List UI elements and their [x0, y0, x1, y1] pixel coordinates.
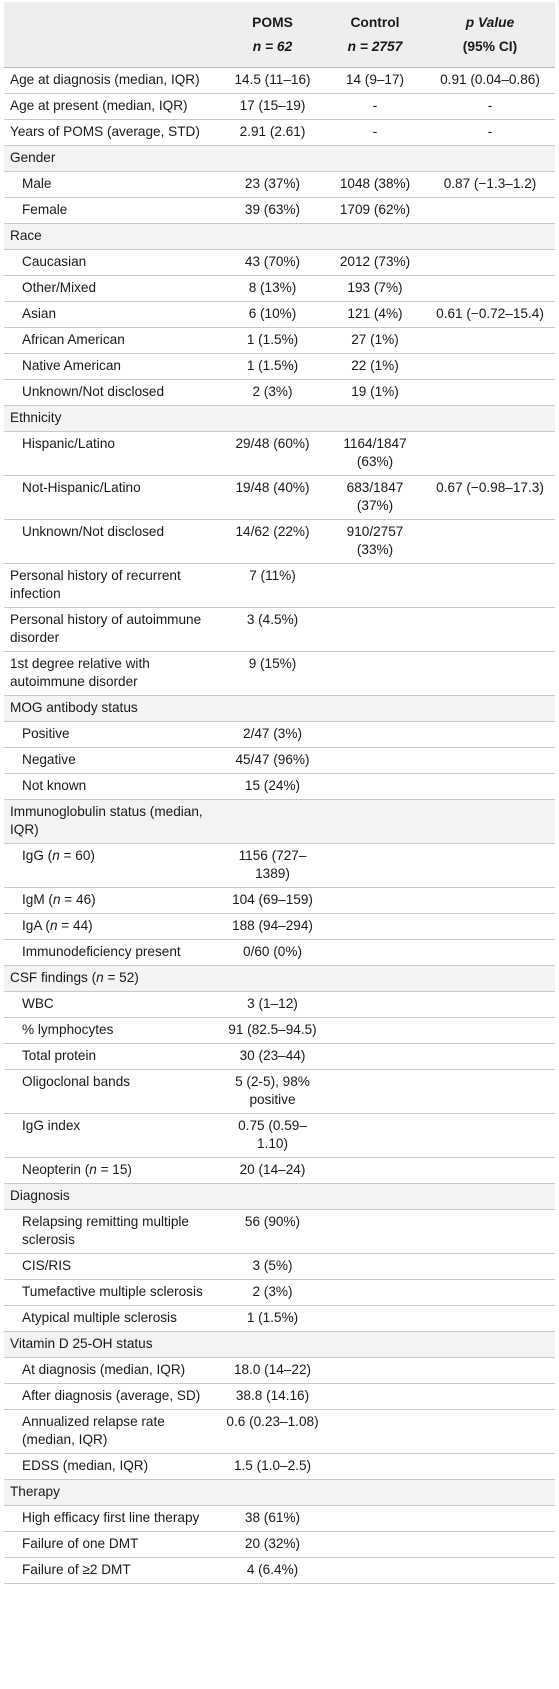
row-label: CSF findings (n = 52)	[4, 966, 220, 992]
cell-p	[425, 1306, 555, 1332]
cell-p	[425, 748, 555, 774]
cell-p: 0.87 (−1.3–1.2)	[425, 172, 555, 198]
cell-poms	[220, 1184, 325, 1210]
row-label: MOG antibody status	[4, 696, 220, 722]
table-row	[4, 774, 555, 800]
cell-poms: 38 (61%)	[220, 1506, 325, 1532]
row-label: WBC	[4, 992, 220, 1018]
cell-control	[325, 1480, 425, 1506]
cell-poms: 38.8 (14.16)	[220, 1384, 325, 1410]
row-label: Caucasian	[4, 250, 220, 276]
cell-control	[325, 1254, 425, 1280]
table-section-row	[4, 224, 555, 250]
cell-p	[425, 1532, 555, 1558]
table-row	[4, 1506, 555, 1532]
cell-poms: 5 (2-5), 98% positive	[220, 1070, 325, 1114]
cell-control	[325, 1506, 425, 1532]
cell-p	[425, 1480, 555, 1506]
cell-poms: 43 (70%)	[220, 250, 325, 276]
row-label: Not known	[4, 774, 220, 800]
table-section-row	[4, 1480, 555, 1506]
cell-poms	[220, 224, 325, 250]
row-label: Immunodeficiency present	[4, 940, 220, 966]
cell-p	[425, 380, 555, 406]
cell-p	[425, 1332, 555, 1358]
cell-poms: 1 (1.5%)	[220, 354, 325, 380]
cell-p	[425, 1184, 555, 1210]
table-row	[4, 1384, 555, 1410]
cell-p	[425, 652, 555, 696]
table-row	[4, 172, 555, 198]
header-pvalue	[425, 2, 555, 68]
cell-p	[425, 520, 555, 564]
row-label: 1st degree relative with autoimmune disorder	[4, 652, 220, 696]
row-label: Gender	[4, 146, 220, 172]
table-row	[4, 328, 555, 354]
row-label: Ethnicity	[4, 406, 220, 432]
row-label: At diagnosis (median, IQR)	[4, 1358, 220, 1384]
row-label: Not-Hispanic/Latino	[4, 476, 220, 520]
cell-p	[425, 328, 555, 354]
table-section-row	[4, 800, 555, 844]
row-label: Male	[4, 172, 220, 198]
table-row	[4, 1254, 555, 1280]
row-label: Therapy	[4, 1480, 220, 1506]
cell-poms	[220, 1332, 325, 1358]
cell-control	[325, 844, 425, 888]
cell-p	[425, 1254, 555, 1280]
header-poms-n: n = 62	[252, 39, 293, 54]
row-label: Unknown/Not disclosed	[4, 520, 220, 564]
cell-control	[325, 992, 425, 1018]
row-label: Relapsing remitting multiple sclerosis	[4, 1210, 220, 1254]
cell-poms: 18.0 (14–22)	[220, 1358, 325, 1384]
cell-control	[325, 224, 425, 250]
cell-control: -	[325, 120, 425, 146]
header-pvalue-ci: (95% CI)	[462, 39, 518, 54]
cell-p	[425, 696, 555, 722]
row-label: African American	[4, 328, 220, 354]
cell-control	[325, 1558, 425, 1584]
cell-poms: 56 (90%)	[220, 1210, 325, 1254]
cell-poms: 29/48 (60%)	[220, 432, 325, 476]
cell-control	[325, 1358, 425, 1384]
cell-control	[325, 1158, 425, 1184]
row-label: Asian	[4, 302, 220, 328]
header-poms	[220, 2, 325, 68]
table-row	[4, 198, 555, 224]
cell-p	[425, 276, 555, 302]
cell-p	[425, 1114, 555, 1158]
row-label: IgG (n = 60)	[4, 844, 220, 888]
row-label: Personal history of autoimmune disorder	[4, 608, 220, 652]
cell-p: -	[425, 120, 555, 146]
cell-p	[425, 1210, 555, 1254]
row-label: Other/Mixed	[4, 276, 220, 302]
row-label: Neopterin (n = 15)	[4, 1158, 220, 1184]
cell-poms: 2/47 (3%)	[220, 722, 325, 748]
cell-p: 0.61 (−0.72–15.4)	[425, 302, 555, 328]
cell-p	[425, 198, 555, 224]
cell-control	[325, 774, 425, 800]
cell-poms: 20 (14–24)	[220, 1158, 325, 1184]
table-row	[4, 940, 555, 966]
cell-poms	[220, 1480, 325, 1506]
cell-p	[425, 224, 555, 250]
table-row	[4, 94, 555, 120]
table-row	[4, 68, 555, 94]
cell-control	[325, 1332, 425, 1358]
table-row	[4, 1018, 555, 1044]
cell-control	[325, 1384, 425, 1410]
row-label: IgG index	[4, 1114, 220, 1158]
cell-poms: 0.6 (0.23–1.08)	[220, 1410, 325, 1454]
table-row	[4, 992, 555, 1018]
cell-p: -	[425, 94, 555, 120]
table-row	[4, 1454, 555, 1480]
row-label: Race	[4, 224, 220, 250]
cell-p	[425, 1558, 555, 1584]
table-row	[4, 1280, 555, 1306]
cell-poms: 7 (11%)	[220, 564, 325, 608]
cell-p	[425, 992, 555, 1018]
cell-poms: 1 (1.5%)	[220, 1306, 325, 1332]
cell-poms: 6 (10%)	[220, 302, 325, 328]
header-control	[325, 2, 425, 68]
cell-p	[425, 966, 555, 992]
cell-poms: 3 (5%)	[220, 1254, 325, 1280]
cell-control	[325, 914, 425, 940]
cell-control: 14 (9–17)	[325, 68, 425, 94]
cell-poms: 3 (1–12)	[220, 992, 325, 1018]
cell-control: 27 (1%)	[325, 328, 425, 354]
cell-control: 1048 (38%)	[325, 172, 425, 198]
cell-control: 22 (1%)	[325, 354, 425, 380]
cell-poms: 2 (3%)	[220, 380, 325, 406]
cell-poms: 19/48 (40%)	[220, 476, 325, 520]
row-label: Age at diagnosis (median, IQR)	[4, 68, 220, 94]
cell-control	[325, 722, 425, 748]
cell-poms: 4 (6.4%)	[220, 1558, 325, 1584]
table-row	[4, 432, 555, 476]
row-label: Personal history of recurrent infection	[4, 564, 220, 608]
row-label: % lymphocytes	[4, 1018, 220, 1044]
header-label-col	[4, 2, 220, 68]
table-row	[4, 476, 555, 520]
table-row	[4, 914, 555, 940]
table-row	[4, 1532, 555, 1558]
cell-p	[425, 914, 555, 940]
cell-p	[425, 1070, 555, 1114]
cell-p	[425, 1358, 555, 1384]
table-row	[4, 1210, 555, 1254]
cell-poms: 45/47 (96%)	[220, 748, 325, 774]
cell-control: 2012 (73%)	[325, 250, 425, 276]
table-row	[4, 608, 555, 652]
row-label: Years of POMS (average, STD)	[4, 120, 220, 146]
table-row	[4, 1558, 555, 1584]
cell-control	[325, 888, 425, 914]
cell-control	[325, 406, 425, 432]
cell-p	[425, 432, 555, 476]
cell-poms	[220, 696, 325, 722]
table-row	[4, 250, 555, 276]
table-row	[4, 1158, 555, 1184]
cell-poms: 8 (13%)	[220, 276, 325, 302]
cell-p	[425, 800, 555, 844]
table-row	[4, 1358, 555, 1384]
cell-poms	[220, 146, 325, 172]
table-body	[4, 68, 555, 1584]
cell-poms: 14/62 (22%)	[220, 520, 325, 564]
cell-p	[425, 1506, 555, 1532]
cell-p	[425, 354, 555, 380]
cell-p	[425, 406, 555, 432]
cell-poms: 23 (37%)	[220, 172, 325, 198]
row-label: Total protein	[4, 1044, 220, 1070]
cell-poms: 2 (3%)	[220, 1280, 325, 1306]
table-row	[4, 520, 555, 564]
cell-poms: 30 (23–44)	[220, 1044, 325, 1070]
cell-control	[325, 1070, 425, 1114]
cell-control: 121 (4%)	[325, 302, 425, 328]
table-row	[4, 748, 555, 774]
cell-p	[425, 1454, 555, 1480]
table-row	[4, 1044, 555, 1070]
cell-control	[325, 1454, 425, 1480]
cell-poms: 20 (32%)	[220, 1532, 325, 1558]
cell-poms: 3 (4.5%)	[220, 608, 325, 652]
row-label: Negative	[4, 748, 220, 774]
cell-control	[325, 146, 425, 172]
cell-poms: 0/60 (0%)	[220, 940, 325, 966]
header-control-title: Control	[350, 15, 400, 30]
cell-poms: 15 (24%)	[220, 774, 325, 800]
table-row	[4, 888, 555, 914]
table-row	[4, 354, 555, 380]
cell-poms: 104 (69–159)	[220, 888, 325, 914]
header-pvalue-title: p Value	[465, 15, 515, 30]
row-label: IgM (n = 46)	[4, 888, 220, 914]
cell-poms: 39 (63%)	[220, 198, 325, 224]
table-row	[4, 1410, 555, 1454]
cell-poms: 1156 (727–1389)	[220, 844, 325, 888]
cell-poms: 14.5 (11–16)	[220, 68, 325, 94]
table-section-row	[4, 1332, 555, 1358]
cell-control	[325, 1184, 425, 1210]
table-row	[4, 1306, 555, 1332]
cell-control	[325, 1410, 425, 1454]
cell-poms: 1 (1.5%)	[220, 328, 325, 354]
table-row	[4, 652, 555, 696]
table-row	[4, 564, 555, 608]
row-label: Female	[4, 198, 220, 224]
cell-control	[325, 696, 425, 722]
cell-poms: 9 (15%)	[220, 652, 325, 696]
cell-p	[425, 888, 555, 914]
cell-control	[325, 608, 425, 652]
cell-p	[425, 1410, 555, 1454]
row-label: Failure of one DMT	[4, 1532, 220, 1558]
row-label: Age at present (median, IQR)	[4, 94, 220, 120]
cell-p	[425, 1044, 555, 1070]
cell-p	[425, 564, 555, 608]
cell-poms: 17 (15–19)	[220, 94, 325, 120]
row-label: CIS/RIS	[4, 1254, 220, 1280]
cell-control	[325, 1280, 425, 1306]
row-label: High efficacy first line therapy	[4, 1506, 220, 1532]
cell-control	[325, 966, 425, 992]
table-row	[4, 1114, 555, 1158]
cell-poms	[220, 800, 325, 844]
cell-poms: 1.5 (1.0–2.5)	[220, 1454, 325, 1480]
cell-poms: 2.91 (2.61)	[220, 120, 325, 146]
table-row	[4, 276, 555, 302]
cell-p	[425, 1158, 555, 1184]
cell-p	[425, 1384, 555, 1410]
cell-control	[325, 1018, 425, 1044]
row-label: Immunoglobulin status (median, IQR)	[4, 800, 220, 844]
cell-control: 1164/1847 (63%)	[325, 432, 425, 476]
table-row	[4, 302, 555, 328]
table-row	[4, 722, 555, 748]
table-section-row	[4, 406, 555, 432]
cell-control	[325, 1532, 425, 1558]
demographics-table	[4, 2, 555, 1584]
cell-poms: 91 (82.5–94.5)	[220, 1018, 325, 1044]
row-label: Unknown/Not disclosed	[4, 380, 220, 406]
table-section-row	[4, 966, 555, 992]
cell-poms: 0.75 (0.59–1.10)	[220, 1114, 325, 1158]
row-label: Oligoclonal bands	[4, 1070, 220, 1114]
cell-control	[325, 800, 425, 844]
row-label: Vitamin D 25-OH status	[4, 1332, 220, 1358]
table-row	[4, 120, 555, 146]
cell-p	[425, 608, 555, 652]
cell-poms: 188 (94–294)	[220, 914, 325, 940]
cell-control: 19 (1%)	[325, 380, 425, 406]
cell-control: -	[325, 94, 425, 120]
row-label: Hispanic/Latino	[4, 432, 220, 476]
table-section-row	[4, 146, 555, 172]
cell-p	[425, 774, 555, 800]
table-row	[4, 1070, 555, 1114]
row-label: Native American	[4, 354, 220, 380]
cell-p	[425, 250, 555, 276]
cell-control: 910/2757 (33%)	[325, 520, 425, 564]
cell-poms	[220, 966, 325, 992]
cell-control	[325, 1044, 425, 1070]
cell-p	[425, 1280, 555, 1306]
cell-p	[425, 1018, 555, 1044]
cell-control: 1709 (62%)	[325, 198, 425, 224]
cell-p	[425, 844, 555, 888]
table-row	[4, 844, 555, 888]
row-label: EDSS (median, IQR)	[4, 1454, 220, 1480]
row-label: After diagnosis (average, SD)	[4, 1384, 220, 1410]
row-label: IgA (n = 44)	[4, 914, 220, 940]
cell-p: 0.67 (−0.98–17.3)	[425, 476, 555, 520]
header-poms-title: POMS	[252, 15, 293, 30]
cell-p	[425, 146, 555, 172]
row-label: Failure of ≥2 DMT	[4, 1558, 220, 1584]
cell-p	[425, 722, 555, 748]
row-label: Diagnosis	[4, 1184, 220, 1210]
header-control-n: n = 2757	[347, 39, 403, 54]
cell-control	[325, 1210, 425, 1254]
cell-control: 683/1847 (37%)	[325, 476, 425, 520]
row-label: Positive	[4, 722, 220, 748]
table-section-row	[4, 696, 555, 722]
row-label: Annualized relapse rate (median, IQR)	[4, 1410, 220, 1454]
cell-control: 193 (7%)	[325, 276, 425, 302]
cell-control	[325, 1114, 425, 1158]
cell-poms	[220, 406, 325, 432]
cell-p	[425, 940, 555, 966]
cell-control	[325, 564, 425, 608]
row-label: Tumefactive multiple sclerosis	[4, 1280, 220, 1306]
table-header	[4, 2, 555, 68]
cell-control	[325, 652, 425, 696]
cell-control	[325, 940, 425, 966]
table-section-row	[4, 1184, 555, 1210]
table-row	[4, 380, 555, 406]
cell-control	[325, 748, 425, 774]
row-label: Atypical multiple sclerosis	[4, 1306, 220, 1332]
cell-p: 0.91 (0.04–0.86)	[425, 68, 555, 94]
cell-control	[325, 1306, 425, 1332]
